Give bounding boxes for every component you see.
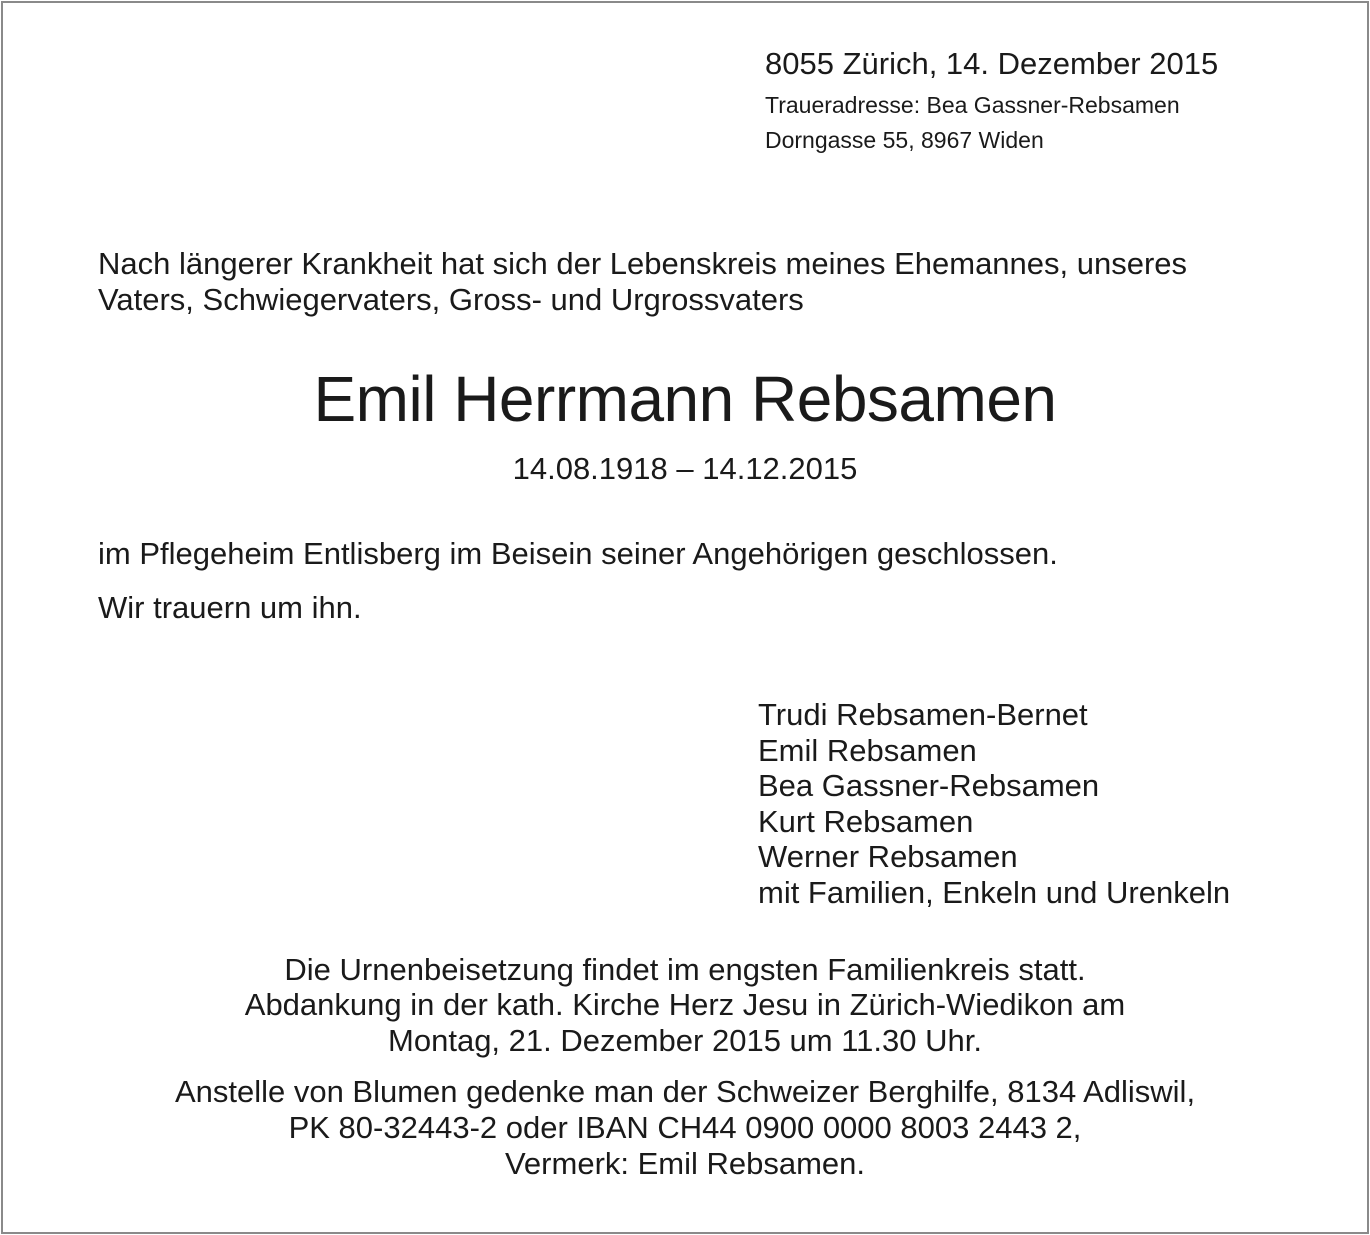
body-line-2: Wir trauern um ihn. [98,590,362,625]
mourner-3: Bea Gassner-Rebsamen [758,768,1100,803]
place-date: 8055 Zürich, 14. Dezember 2015 [765,46,1219,81]
intro-line-2: Vaters, Schwiegervaters, Gross- und Urgrossvaters [98,282,804,317]
mourning-address-line-1: Traueradresse: Bea Gassner-Rebsamen [765,92,1180,118]
mourner-4: Kurt Rebsamen [758,804,974,839]
deceased-name: Emil Herrmann Rebsamen [313,363,1057,435]
ceremony-line-2: Abdankung in der kath. Kirche Herz Jesu in Zürich-Wiedikon am [244,987,1126,1022]
mourner-2: Emil Rebsamen [758,733,977,768]
life-dates: 14.08.1918 – 14.12.2015 [512,451,858,486]
donation-line-2: PK 80-32443-2 oder IBAN CH44 0900 0000 8003 2443 2, [288,1110,1082,1145]
mourner-6: mit Familien, Enkeln und Urenkeln [758,875,1231,910]
mourner-5: Werner Rebsamen [758,839,1018,874]
mourning-address-line-2: Dorngasse 55, 8967 Widen [765,127,1044,153]
donation-line-3: Vermerk: Emil Rebsamen. [504,1146,866,1181]
body-line-1: im Pflegeheim Entlisberg im Beisein seiner Angehörigen geschlossen. [98,536,1058,571]
mourner-1: Trudi Rebsamen-Bernet [758,697,1088,732]
intro-line-1: Nach längerer Krankheit hat sich der Lebenskreis meines Ehemannes, unseres [98,246,1188,281]
donation-line-1: Anstelle von Blumen gedenke man der Schweizer Berghilfe, 8134 Adliswil, [174,1074,1196,1109]
ceremony-line-3: Montag, 21. Dezember 2015 um 11.30 Uhr. [388,1023,982,1058]
ceremony-line-1: Die Urnenbeisetzung findet im engsten Familienkreis statt. [284,952,1086,987]
